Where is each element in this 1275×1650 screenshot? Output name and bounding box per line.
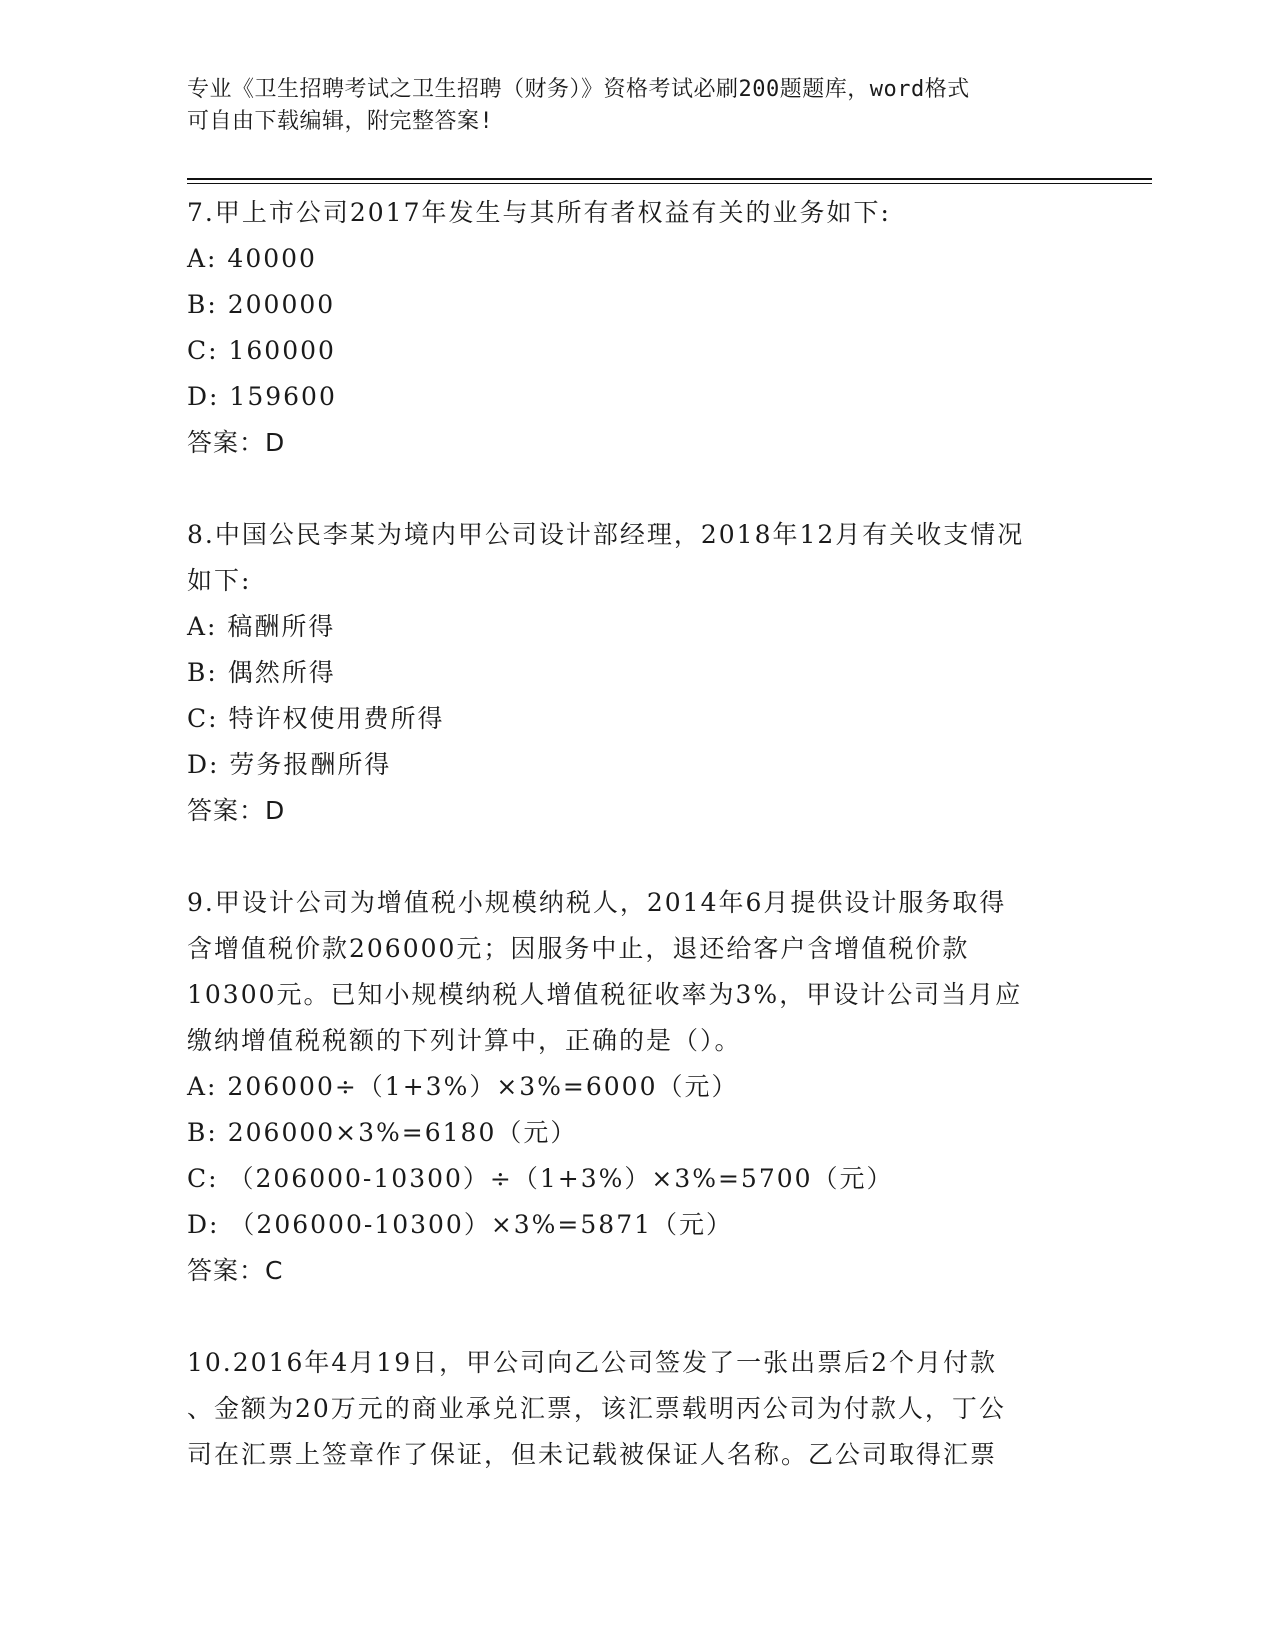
question-stem: 缴纳增值税税额的下列计算中，正确的是（）。 (187, 1026, 742, 1055)
answer-line: 答案：D (187, 796, 286, 825)
header-line-2: 可自由下载编辑，附完整答案! (187, 109, 494, 134)
option-a: A: 206000÷（1+3%）×3%=6000（元） (187, 1072, 739, 1101)
question-stem: 司在汇票上签章作了保证，但未记载被保证人名称。乙公司取得汇票 (187, 1440, 998, 1469)
question-stem: 8.中国公民李某为境内甲公司设计部经理，2018年12月有关收支情况 (187, 520, 1025, 549)
option-d: D: 159600 (187, 382, 337, 411)
question-9 (187, 880, 1087, 1294)
option-d: D: （206000-10300）×3%=5871（元） (187, 1210, 734, 1239)
header-rule-thin (187, 183, 1152, 184)
option-b: B: 偶然所得 (187, 658, 336, 687)
question-stem: 10300元。已知小规模纳税人增值税征收率为3%，甲设计公司当月应 (187, 980, 1023, 1009)
answer-line: 答案：C (187, 1256, 284, 1285)
header-line-1: 专业《卫生招聘考试之卫生招聘（财务）》资格考试必刷200题题库，word格式 (187, 77, 970, 102)
question-stem: 含增值税价款206000元；因服务中止，退还给客户含增值税价款 (187, 934, 970, 963)
question-list (187, 190, 1087, 1478)
question-stem: 9.甲设计公司为增值税小规模纳税人，2014年6月提供设计服务取得 (187, 888, 1007, 917)
option-b: B: 200000 (187, 290, 336, 319)
question-spacer (187, 1294, 1087, 1340)
question-stem: 7.甲上市公司2017年发生与其所有者权益有关的业务如下: (187, 198, 891, 227)
option-c: C: （206000-10300）÷（1+3%）×3%=5700（元） (187, 1164, 894, 1193)
question-stem: 、金额为20万元的商业承兑汇票，该汇票载明丙公司为付款人，丁公 (187, 1394, 1006, 1423)
question-spacer (187, 466, 1087, 512)
option-c: C: 特许权使用费所得 (187, 704, 445, 733)
document-header (187, 74, 1087, 138)
question-stem: 10.2016年4月19日，甲公司向乙公司签发了一张出票后2个月付款 (187, 1348, 998, 1377)
option-b: B: 206000×3%=6180（元） (187, 1118, 578, 1147)
question-8 (187, 512, 1087, 834)
option-d: D: 劳务报酬所得 (187, 750, 392, 779)
question-stem: 如下: (187, 566, 252, 595)
option-a: A: 稿酬所得 (187, 612, 336, 641)
question-spacer (187, 834, 1087, 880)
question-7 (187, 190, 1087, 466)
question-10 (187, 1340, 1087, 1478)
answer-line: 答案：D (187, 428, 286, 457)
option-a: A: 40000 (187, 244, 317, 273)
option-c: C: 160000 (187, 336, 336, 365)
header-rule-thick (187, 178, 1152, 180)
